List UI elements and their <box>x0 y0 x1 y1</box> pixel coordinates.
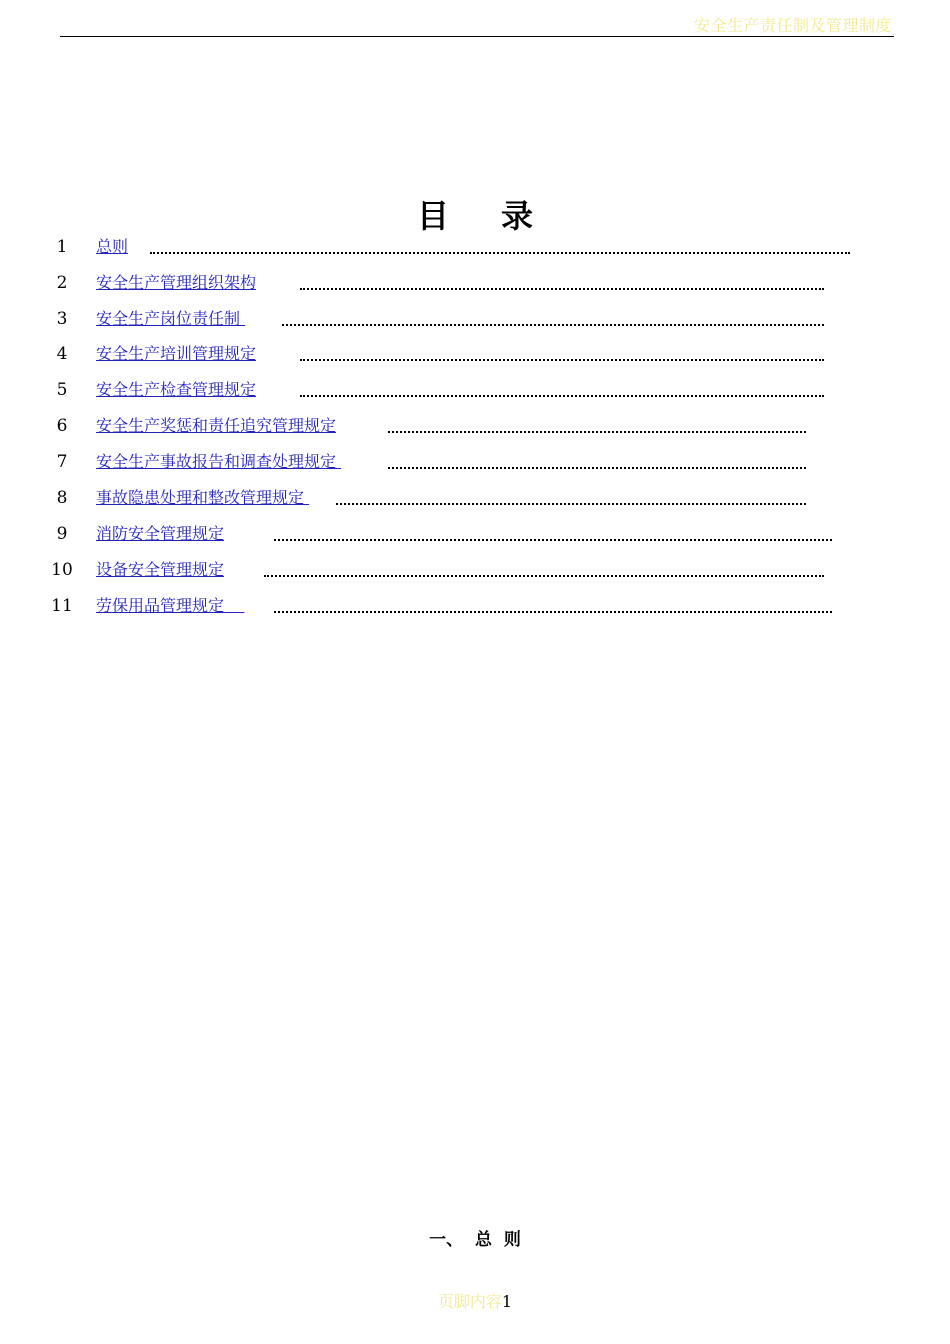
toc-entry-link[interactable]: 消防安全管理规定 <box>96 524 225 543</box>
toc-entry-number: 3 <box>56 309 68 329</box>
toc-leader-dots <box>150 238 850 254</box>
toc-leader-dots <box>264 561 824 577</box>
toc-leader-dots <box>274 597 832 613</box>
toc-entry-number: 4 <box>56 344 68 364</box>
toc-entry-link[interactable]: 安全生产岗位责任制 <box>96 309 246 328</box>
toc-leader-dots <box>300 345 824 361</box>
toc-entry[interactable] <box>0 339 950 369</box>
page-footer <box>0 1290 950 1314</box>
toc-entry[interactable] <box>0 411 950 441</box>
toc-leader-dots <box>388 453 806 469</box>
toc-leader-dots <box>300 274 824 290</box>
toc-entry-link[interactable]: 劳保用品管理规定 <box>96 596 245 615</box>
toc-leader-dots <box>336 489 806 505</box>
toc-leader-dots <box>282 310 824 326</box>
toc-entry[interactable] <box>0 555 950 585</box>
page-number: 1 <box>501 1292 513 1311</box>
toc-entry-link[interactable]: 总则 <box>96 237 129 256</box>
toc-entry[interactable] <box>0 519 950 549</box>
toc-entry-number: 1 <box>56 237 68 257</box>
toc-entry-number: 7 <box>56 452 68 472</box>
toc-entry-link[interactable]: 事故隐患处理和整改管理规定 <box>96 488 310 507</box>
toc-entry-link[interactable]: 安全生产管理组织架构 <box>96 273 257 292</box>
toc-leader-dots <box>274 525 832 541</box>
toc-leader-dots <box>300 381 824 397</box>
toc-entry-number: 5 <box>56 380 68 400</box>
toc-title: 目录 <box>416 197 585 235</box>
toc-entry-number: 10 <box>51 560 73 580</box>
toc-entry-number: 9 <box>56 524 68 544</box>
toc-entry-link[interactable]: 安全生产培训管理规定 <box>96 344 257 363</box>
toc-entry-link[interactable]: 安全生产检查管理规定 <box>96 380 257 399</box>
footer-label: 页脚内容 <box>437 1292 502 1311</box>
toc-entry-link[interactable]: 安全生产奖惩和责任追究管理规定 <box>96 416 337 435</box>
toc-entry[interactable] <box>0 447 950 477</box>
toc-entry-number: 11 <box>51 596 73 616</box>
toc-entry-number: 8 <box>56 488 68 508</box>
section-heading: 一、 总 则 <box>429 1230 521 1250</box>
toc-entry-link[interactable]: 设备安全管理规定 <box>96 560 225 579</box>
toc-entry-link[interactable]: 安全生产事故报告和调查处理规定 <box>96 452 342 471</box>
toc-entry[interactable] <box>0 375 950 405</box>
toc-entry-number: 6 <box>56 416 68 436</box>
header-divider <box>60 36 894 37</box>
toc-entry[interactable] <box>0 232 950 262</box>
toc-leader-dots <box>388 417 806 433</box>
toc-entry[interactable] <box>0 483 950 513</box>
toc-entry[interactable] <box>0 268 950 298</box>
toc-entry-number: 2 <box>56 273 68 293</box>
header-title: 安全生产责任制及管理制度 <box>693 16 892 35</box>
toc-entry[interactable] <box>0 304 950 334</box>
toc-entry[interactable] <box>0 591 950 621</box>
